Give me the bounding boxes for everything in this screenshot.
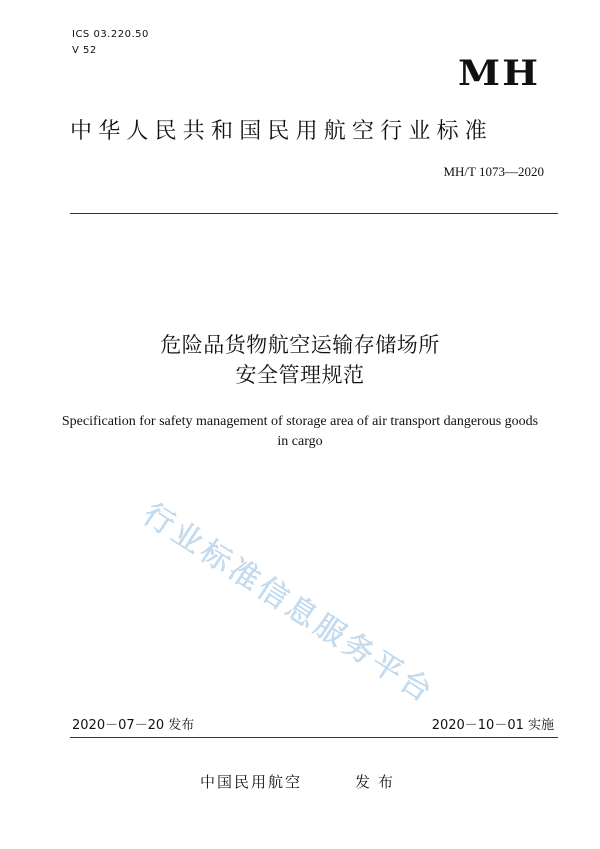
issue-action: 发布	[355, 773, 402, 791]
issuer-name: 中国民用航空	[200, 773, 303, 791]
mh-logo: MH	[458, 51, 540, 94]
ccs-code: V 52	[72, 45, 97, 56]
title-en: Specification for safety management of storage area of air transport dangerous goods in cargo	[61, 414, 539, 449]
ics-code: ICS 03.220.50	[72, 29, 149, 40]
publish-date: 2020－07－20 发布	[72, 718, 195, 733]
standard-type: 中华人民共和国民用航空行业标准	[70, 119, 494, 144]
bottom-divider	[70, 737, 558, 738]
title-cn-line1: 危险品货物航空运输存储场所	[160, 333, 440, 357]
standard-number: MH/T 1073—2020	[443, 164, 544, 179]
implement-date: 2020－10－01 实施	[431, 718, 554, 733]
title-cn-line2: 安全管理规范	[235, 363, 365, 387]
top-divider	[70, 213, 558, 214]
watermark: 行业标准信息服务平台	[136, 496, 441, 712]
